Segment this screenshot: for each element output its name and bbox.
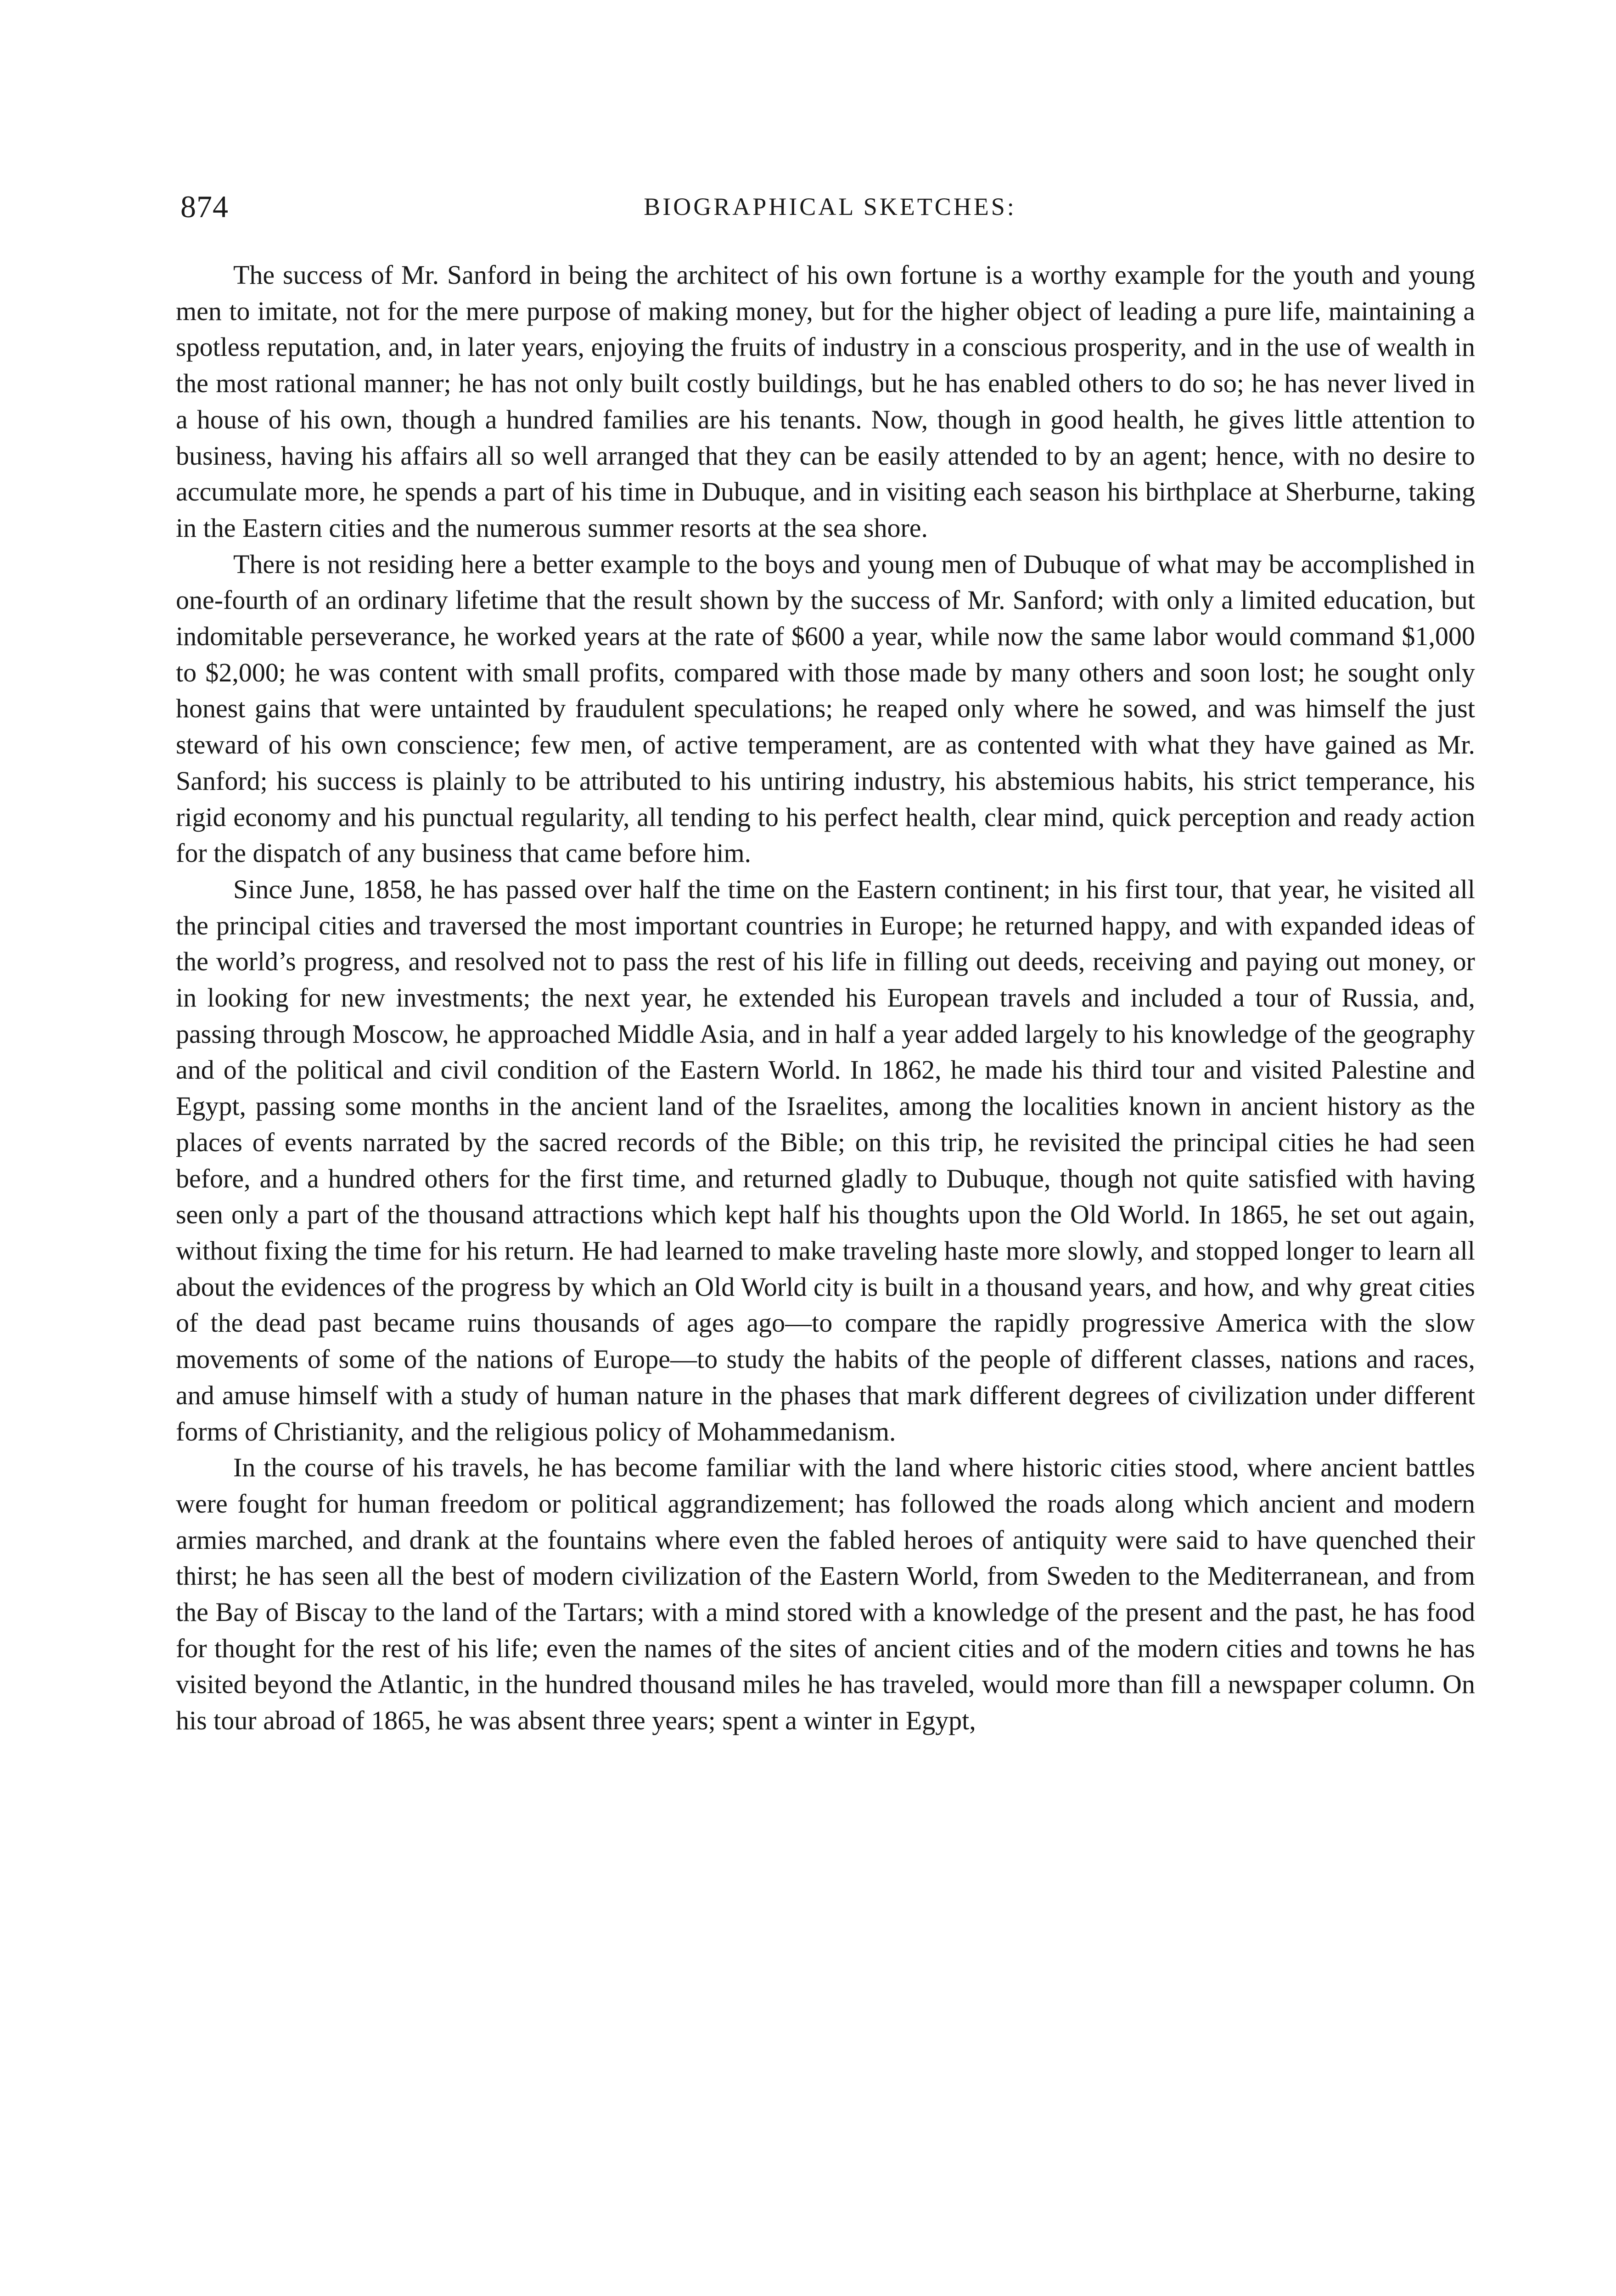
paragraph-course-of-travels: In the course of his travels, he has become familiar with the land where historic cities stood, where ancient battles were fought for human freedom or political aggrandizement; has followed the roads along which ancient and modern armies marched, and drank at the fountains where even the fabled heroes of antiquity were said to have quenched their thirst; he has seen all the best of modern civilization of the Eastern World, from Sweden to the Mediterranean, and from the Bay of Biscay to the land of the Tartars; with a mind stored with a knowledge of the present and the past, he has food for thought for the rest of his life; even the names of the sites of ancient cities and of the modern cities and towns he has visited beyond the Atlantic, in the hundred thousand miles he has traveled, would more than fill a newspaper column. On his tour abroad of 1865, he was absent three years; spent a winter in Egypt, bbox=[176, 1452, 1475, 1736]
paragraph-eastern-tours: Since June, 1858, he has passed over half the time on the Eastern continent; in his first tour, that year, he visited all the principal cities and traversed the most important countries in Europe; he returned happy, and with expanded ideas of the world’s progress, and resolved not to pass the rest of his life in filling out deeds, receiving and paying out money, or in looking for new investments; the next year, he extended his European travels and included a tour of Russia, and, passing through Moscow, he approached Middle Asia, and in half a year added largely to his knowledge of the geography and of the political and civil condition of the Eastern World. In 1862, he made his third tour and visited Palestine and Egypt, passing some months in the ancient land of the Israelites, among the localities known in ancient history as the places of events narrated by the sacred records of the Bible; on this trip, he revisited the principal cities he had seen before, and a hundred others for the first time, and returned gladly to Dubuque, though not quite satisfied with having seen only a part of the thousand attractions which kept half his thoughts upon the Old World. In 1865, he set out again, without fixing the time for his return. He had learned to make traveling haste more slowly, and stopped longer to learn all about the evidences of the progress by which an Old World city is built in a thousand years, and how, and why great cities of the dead past became ruins thousands of ages ago—to compare the rapidly progressive America with the slow movements of some of the nations of Europe—to study the habits of the people of different classes, nations and races, and amuse himself with a study of human nature in the phases that mark different degrees of civilization under different forms of Christianity, and the religious policy of Mohammedanism. bbox=[176, 874, 1475, 1446]
running-title: BIOGRAPHICAL SKETCHES: bbox=[644, 193, 1016, 220]
page-number: 874 bbox=[180, 189, 229, 224]
body-text bbox=[176, 257, 1475, 1739]
paragraph-example-to-youth: There is not residing here a better example to the boys and young men of Dubuque of what may be accomplished in one-fourth of an ordinary lifetime that the result shown by the success of Mr. Sanford; with only a limited education, but indomitable perseverance, he worked years at the rate of $600 a year, while now the same labor would command $1,000 to $2,000; he was content with small profits, compared with those made by many others and soon lost; he sought only honest gains that were untainted by fraudulent speculations; he reaped only where he sowed, and was himself the just steward of his own conscience; few men, of active temperament, are as contented with what they have gained as Mr. Sanford; his success is plainly to be attributed to his untiring industry, his abstemious habits, his strict temperance, his rigid economy and his punctual regularity, all tending to his perfect health, clear mind, quick perception and ready action for the dispatch of any business that came before him. bbox=[176, 549, 1475, 868]
running-head bbox=[180, 186, 1480, 227]
paragraph-sanford-success: The success of Mr. Sanford in being the architect of his own fortune is a worthy example for the youth and young men to imitate, not for the mere purpose of making money, but for the higher object of leading a pure life, maintaining a spotless reputation, and, in later years, enjoying the fruits of industry in a conscious prosperity, and in the use of wealth in the most rational manner; he has not only built costly buildings, but he has enabled others to do so; he has never lived in a house of his own, though a hundred families are his tenants. Now, though in good health, he gives little attention to business, having his affairs all so well arranged that they can be easily attended to by an agent; hence, with no desire to accumulate more, he spends a part of his time in Dubuque, and in visiting each season his birthplace at Sherburne, taking in the Eastern cities and the numerous summer resorts at the sea shore. bbox=[176, 260, 1475, 543]
